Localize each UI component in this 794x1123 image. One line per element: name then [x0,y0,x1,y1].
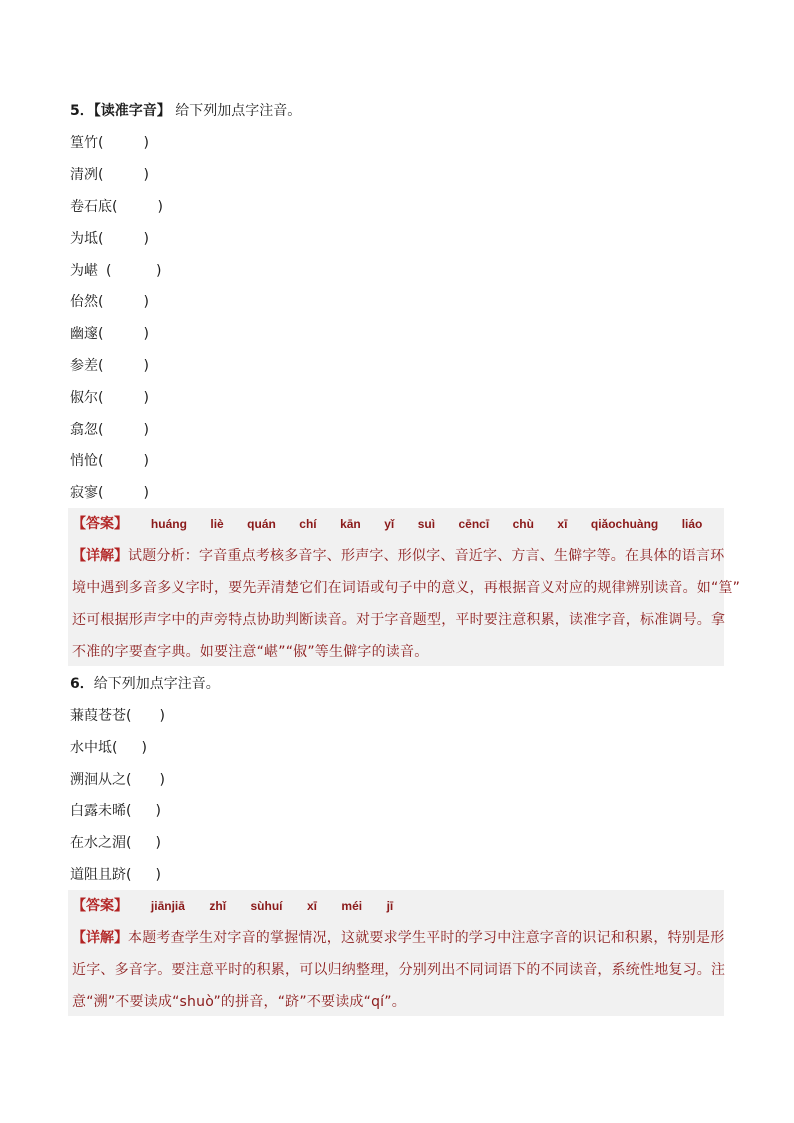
item-blank: ) [143,422,149,438]
detail-line [72,960,725,980]
answer-label: 【答案】 [72,516,128,532]
item-word: 清冽( [70,167,104,183]
item-blank: ) [155,867,161,883]
answer-pinyin: huáng [150,517,187,531]
item-blank: ) [159,708,165,724]
list-item [70,451,149,471]
item-word: 佁然( [70,294,104,310]
answer-pinyin: kān [340,517,361,531]
answer-pinyin: liáo [681,517,703,531]
detail-text: 试题分析：字音重点考核多音字、形声字、形似字、音近字、方言、生僻字等。在具体的语言环 [128,548,725,564]
list-item [70,833,161,853]
list-item [70,770,165,790]
detail-text: 本题考查学生对字音的掌握情况，这就要求学生平时的学习中注意字音的识记和积累，特别是形 [128,930,725,946]
question-6-title [70,674,220,694]
answer-line [72,514,702,534]
answer-pinyin: sùhuí [250,899,283,913]
item-word: 为坻( [70,231,104,247]
item-word: 寂寥( [70,485,104,501]
answer-pinyin: qiǎochuàng [590,517,659,531]
list-item [70,229,149,249]
item-word: 道阻且跻( [70,867,132,883]
detail-line [72,642,428,662]
list-item [70,738,147,758]
item-blank: ) [155,803,161,819]
list-item [70,261,161,281]
list-item [70,801,161,821]
item-word: 参差( [70,358,104,374]
detail-line [72,992,406,1012]
list-item [70,420,149,440]
answer-pinyin: chí [299,517,317,531]
item-word: 俶尔( [70,390,104,406]
detail-text: 意“溯”不要读成“shuò”的拼音，“跻”不要读成“qí”。 [72,994,406,1010]
item-word: 为嵁 [70,263,98,279]
list-item [70,865,161,885]
list-item [70,292,149,312]
item-blank: ) [143,326,149,342]
answer-pinyin: méi [341,899,363,913]
detail-text: 近字、多音字。要注意平时的积累，可以归纳整理，分别列出不同词语下的不同读音，系统性地复习。注 [72,962,726,978]
detail-text: 不准的字要查字典。如要注意“嵁”“俶”等生僻字的读音。 [72,644,429,660]
item-word: 水中坻( [70,740,118,756]
answer-pinyin: jī [386,899,394,913]
question-number: 5． [70,103,94,119]
detail-line [72,928,724,948]
item-word: 蒹葭苍苍( [70,708,132,724]
item-blank: ) [155,835,161,851]
item-blank: ) [143,390,149,406]
item-word: 白露未晞( [70,803,132,819]
item-blank: ) [143,294,149,310]
question-prompt: 给下列加点字注音。 [175,103,302,119]
item-blank: ) [143,231,149,247]
detail-line [72,610,725,630]
answer-pinyin: xī [306,899,317,913]
detail-text: 还可根据形声字中的声旁特点协助判断读音。对于字音题型，平时要注意积累，读准字音，标准调号。拿 [72,612,726,628]
answer-box-q5 [68,508,741,666]
list-item [70,388,149,408]
answer-label: 【答案】 [72,898,128,914]
question-number: 6． [70,676,94,692]
item-blank: ( ) [106,263,162,279]
list-item [70,324,149,344]
item-blank: ) [141,740,147,756]
item-word: 在水之湄( [70,835,132,851]
answer-pinyin: suì [417,517,436,531]
answer-pinyin: quán [247,517,276,531]
item-blank: ) [143,485,149,501]
item-blank: ) [157,199,163,215]
detail-line [72,546,724,566]
answer-pinyin: yǐ [384,517,395,531]
item-blank: ) [143,167,149,183]
list-item [70,197,163,217]
item-blank: ) [143,135,149,151]
detail-text: 境中遇到多音多义字时，要先弄清楚它们在词语或句子中的意义，再根据音义对应的规律辨别读音。如“篁” [72,580,741,596]
item-word: 溯洄从之( [70,772,132,788]
question-prompt: 给下列加点字注音。 [93,676,220,692]
answer-box-q6 [68,890,724,1016]
list-item [70,483,149,503]
answer-pinyin: liè [210,517,224,531]
list-item [70,165,149,185]
answer-pinyin: zhǐ [209,899,227,913]
answer-pinyin: xī [557,517,568,531]
item-word: 幽邃( [70,326,104,342]
answer-pinyin: cēncī [458,517,490,531]
item-blank: ) [159,772,165,788]
item-word: 篁竹( [70,135,104,151]
item-word: 卷石底( [70,199,118,215]
list-item [70,133,149,153]
list-item [70,706,165,726]
item-word: 悄怆( [70,453,104,469]
question-tag: 【读准字音】 [93,103,171,119]
answer-pinyin: chù [512,517,534,531]
item-blank: ) [143,358,149,374]
item-blank: ) [143,453,149,469]
list-item [70,356,149,376]
item-word: 翕忽( [70,422,104,438]
detail-label: 【详解】 [72,930,128,946]
answer-line [72,896,393,916]
detail-line [72,578,740,598]
question-5-title [70,101,301,121]
detail-label: 【详解】 [72,548,128,564]
answer-pinyin: jiānjiā [150,899,185,913]
